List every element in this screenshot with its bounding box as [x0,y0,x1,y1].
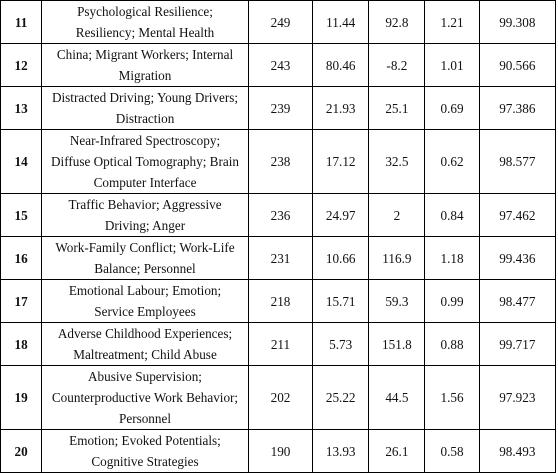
value-cell-v5: 90.566 [479,44,555,87]
rank-cell: 13 [1,87,42,130]
value-cell-v4: 0.84 [425,194,479,237]
value-cell-v1: 249 [248,1,312,44]
table-row [1,1,556,44]
table-row [1,130,556,194]
rank-cell: 18 [1,323,42,366]
value-cell-v1: 190 [248,430,312,473]
topic-line: China; Migrant Workers; Internal [56,47,234,62]
value-cell-v2: 11.44 [313,1,369,44]
table-row [1,323,556,366]
topic-line: Distraction [115,111,175,126]
value-cell-v4: 0.62 [425,130,479,194]
value-cell-v4: 0.69 [425,87,479,130]
table-body [1,1,556,473]
value-cell-v3: 2 [369,194,425,237]
topic-line: Abusive Supervision; [88,369,202,384]
rank-cell: 12 [1,44,42,87]
value-cell-v3: -8.2 [369,44,425,87]
value-cell-v3: 32.5 [369,130,425,194]
value-cell-v2: 13.93 [313,430,369,473]
value-cell-v4: 0.58 [425,430,479,473]
value-cell-v5: 99.717 [479,323,555,366]
value-cell-v1: 239 [248,87,312,130]
topic-line: Personnel [119,411,172,426]
value-cell-v1: 231 [248,237,312,280]
value-cell-v1: 202 [248,366,312,430]
topic-line: Distracted Driving; Young Drivers; [51,90,239,105]
topic-line: Adverse Childhood Experiences; [57,326,233,341]
rank-cell: 15 [1,194,42,237]
value-cell-v1: 236 [248,194,312,237]
value-cell-v5: 97.386 [479,87,555,130]
rank-cell: 17 [1,280,42,323]
value-cell-v3: 59.3 [369,280,425,323]
value-cell-v4: 1.18 [425,237,479,280]
value-cell-v3: 151.8 [369,323,425,366]
topic-cell [42,430,249,473]
topic-line: Resiliency; Mental Health [75,25,215,40]
value-cell-v1: 218 [248,280,312,323]
rank-cell: 16 [1,237,42,280]
value-cell-v4: 1.01 [425,44,479,87]
topic-cell [42,366,249,430]
topic-line: Cognitive Strategies [91,454,199,469]
rank-cell: 20 [1,430,42,473]
value-cell-v1: 211 [248,323,312,366]
rank-cell: 14 [1,130,42,194]
value-cell-v1: 238 [248,130,312,194]
topic-line: Maltreatment; Child Abuse [73,347,217,362]
topic-cell [42,130,249,194]
value-cell-v4: 0.99 [425,280,479,323]
topic-line: Balance; Personnel [94,261,196,276]
table-row [1,366,556,430]
topic-line: Emotion; Evoked Potentials; [69,433,221,448]
value-cell-v5: 98.493 [479,430,555,473]
topic-line: Service Employees [94,304,196,319]
value-cell-v1: 243 [248,44,312,87]
table-row [1,237,556,280]
topic-cell [42,237,249,280]
topic-line: Computer Interface [93,175,197,190]
value-cell-v5: 98.477 [479,280,555,323]
value-cell-v2: 21.93 [313,87,369,130]
topic-cell [42,194,249,237]
topic-cell [42,44,249,87]
topic-cell [42,323,249,366]
value-cell-v3: 26.1 [369,430,425,473]
value-cell-v3: 92.8 [369,1,425,44]
value-cell-v2: 80.46 [313,44,369,87]
topic-line: Counterproductive Work Behavior; [51,390,239,405]
value-cell-v2: 10.66 [313,237,369,280]
topic-cell [42,280,249,323]
table-row [1,87,556,130]
rank-cell: 11 [1,1,42,44]
topic-line: Diffuse Optical Tomography; Brain [51,154,239,169]
topic-line: Work-Family Conflict; Work-Life [55,240,235,255]
table-row [1,194,556,237]
value-cell-v3: 44.5 [369,366,425,430]
value-cell-v4: 0.88 [425,323,479,366]
value-cell-v5: 99.436 [479,237,555,280]
rank-cell: 19 [1,366,42,430]
topic-line: Psychological Resilience; [77,4,213,19]
value-cell-v4: 1.21 [425,1,479,44]
value-cell-v4: 1.56 [425,366,479,430]
value-cell-v5: 97.462 [479,194,555,237]
value-cell-v2: 15.71 [313,280,369,323]
table-row [1,280,556,323]
value-cell-v3: 25.1 [369,87,425,130]
value-cell-v2: 25.22 [313,366,369,430]
value-cell-v2: 24.97 [313,194,369,237]
topic-line: Emotional Labour; Emotion; [68,283,222,298]
topic-line: Driving; Anger [104,218,186,233]
table-row [1,430,556,473]
value-cell-v5: 98.577 [479,130,555,194]
topic-cell [42,1,249,44]
value-cell-v2: 17.12 [313,130,369,194]
value-cell-v2: 5.73 [313,323,369,366]
value-cell-v5: 97.923 [479,366,555,430]
topic-line: Near-Infrared Spectroscopy; [69,133,221,148]
value-cell-v5: 99.308 [479,1,555,44]
topic-cell [42,87,249,130]
topic-line: Migration [118,68,172,83]
topic-line: Traffic Behavior; Aggressive [68,197,222,212]
value-cell-v3: 116.9 [369,237,425,280]
table-row [1,44,556,87]
